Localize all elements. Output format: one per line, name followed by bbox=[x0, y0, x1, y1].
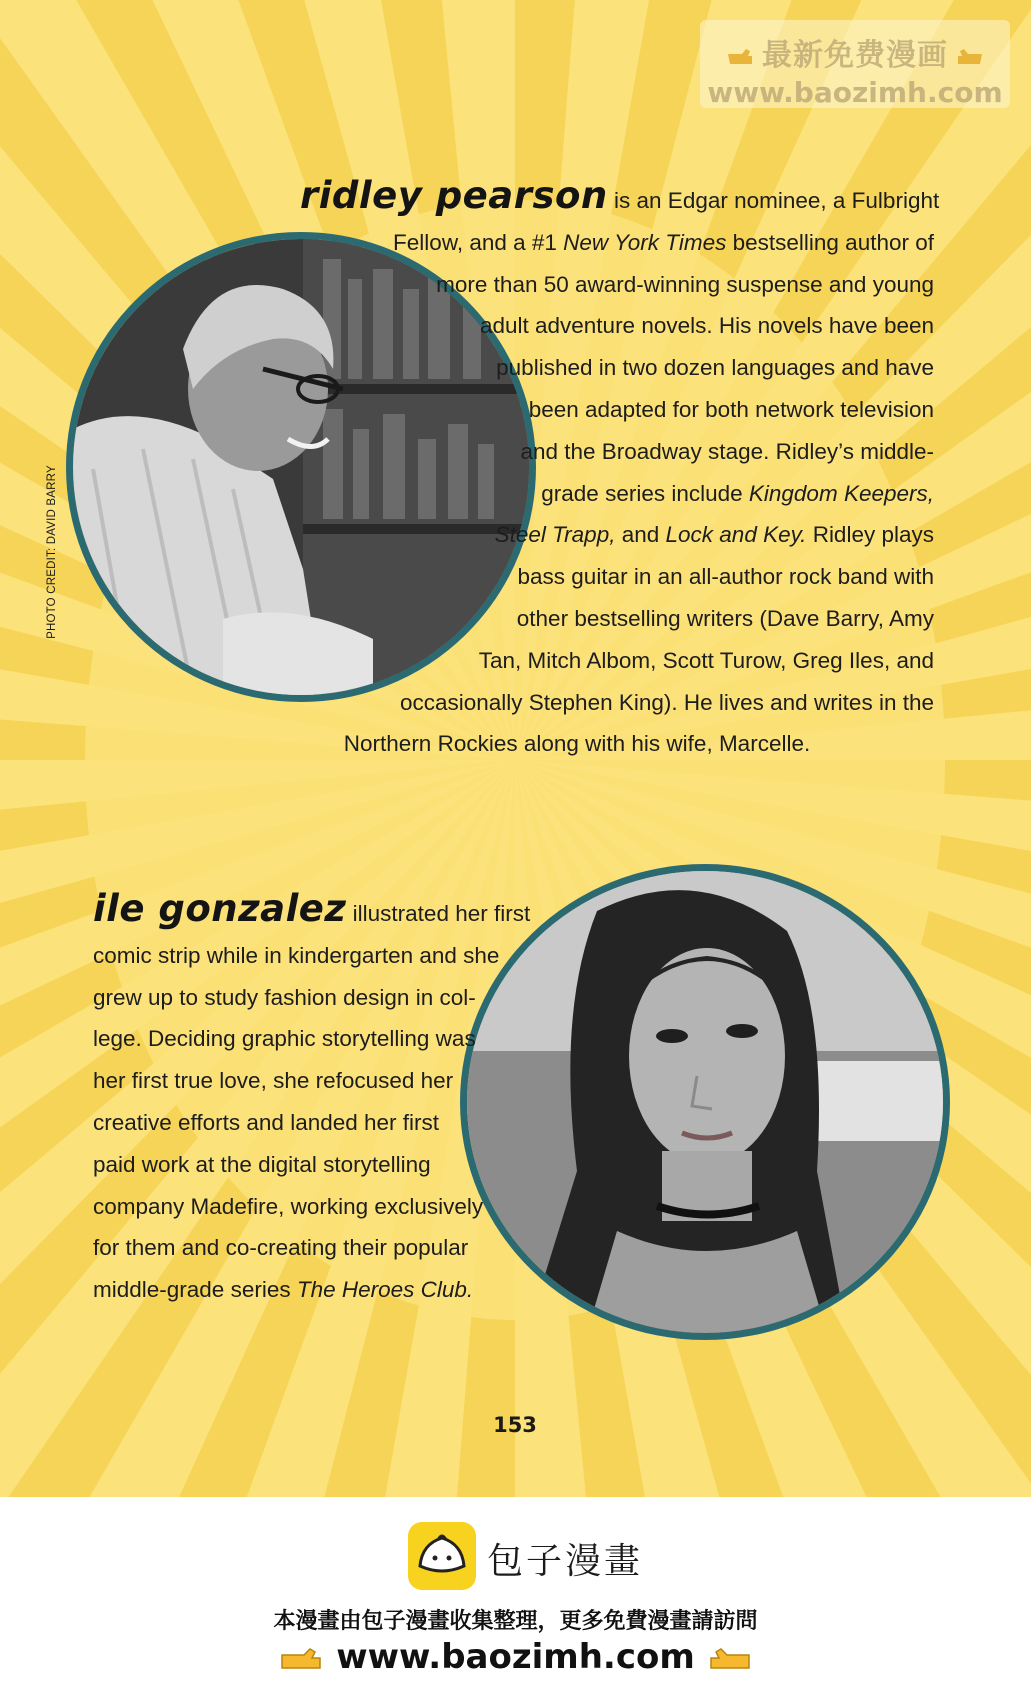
bio-text: occasionally Stephen King). He lives and writes in the bbox=[399, 689, 934, 715]
bio-line bbox=[93, 1186, 533, 1228]
bio-text: been adapted for both network television bbox=[528, 396, 934, 422]
bio-text: adult adventure novels. His novels have been bbox=[479, 313, 934, 339]
photo-credit: PHOTO CREDIT: DAVID BARRY bbox=[46, 465, 58, 639]
bio-line bbox=[300, 431, 934, 473]
bio-text: grade series include bbox=[541, 480, 749, 506]
bio-line bbox=[93, 888, 533, 935]
bio-line bbox=[93, 1060, 533, 1102]
bio-text: grew up to study fashion design in col- bbox=[93, 984, 476, 1010]
bio-line bbox=[300, 389, 934, 431]
pointing-hand-icon bbox=[280, 1646, 322, 1672]
bio-line bbox=[93, 1144, 533, 1186]
bio-text: published in two dozen languages and have bbox=[496, 355, 934, 381]
italic-title: Steel Trapp, bbox=[494, 522, 616, 548]
footer-link[interactable] bbox=[0, 1637, 1031, 1677]
bio-text: for them and co-creating their popular bbox=[93, 1235, 469, 1261]
bio-line bbox=[93, 935, 533, 977]
italic-title: New York Times bbox=[563, 229, 727, 255]
bio-text: and the Broadway stage. Ridley’s middle- bbox=[520, 438, 934, 464]
watermark-url: www.baozimh.com bbox=[707, 76, 1003, 109]
baozi-logo-icon[interactable] bbox=[408, 1522, 476, 1590]
author-name: ile gonzalez bbox=[93, 887, 347, 930]
watermark-title: 最新免费漫画 bbox=[762, 38, 948, 73]
bio-text: her first true love, she refocused her bbox=[93, 1068, 454, 1094]
bio-text: bestselling author of bbox=[726, 229, 934, 255]
bio-text: more than 50 award-winning suspense and young bbox=[436, 271, 934, 297]
bio-text: lege. Deciding graphic storytelling was bbox=[93, 1026, 476, 1052]
bio-line bbox=[300, 598, 934, 640]
bio-text: Northern Rockies along with his wife, Marcelle. bbox=[343, 731, 811, 757]
bio-text: Fellow, and a #1 bbox=[393, 229, 564, 255]
italic-title: Lock and Key. bbox=[665, 522, 807, 548]
bio-text: Ridley plays bbox=[806, 522, 934, 548]
bio-text: illustrated her first bbox=[346, 901, 531, 926]
page-number: 153 bbox=[493, 1413, 537, 1437]
bio-line bbox=[300, 347, 934, 389]
bio-line bbox=[300, 682, 934, 724]
italic-title: The Heroes Club. bbox=[296, 1277, 474, 1303]
bio-line bbox=[93, 1269, 533, 1311]
bio-line bbox=[300, 640, 934, 682]
bio-line bbox=[300, 723, 934, 765]
bio-line bbox=[300, 556, 934, 598]
brand-name[interactable]: 包子漫畫 bbox=[487, 1541, 644, 1582]
bio-line bbox=[300, 222, 934, 264]
bio-text: comic strip while in kindergarten and she bbox=[93, 942, 500, 968]
bio-text: creative efforts and landed her first bbox=[93, 1109, 440, 1135]
bio-line bbox=[300, 174, 940, 222]
bio-line bbox=[93, 1102, 533, 1144]
bio-line bbox=[93, 1018, 533, 1060]
ile-gonzalez-bio bbox=[93, 888, 533, 1311]
bio-text: middle-grade series bbox=[93, 1277, 297, 1303]
bio-text: paid work at the digital storytelling bbox=[93, 1151, 431, 1177]
bio-text: company Madefire, working exclusively bbox=[93, 1193, 484, 1219]
italic-title: Kingdom Keepers, bbox=[748, 480, 934, 506]
bio-text: is an Edgar nominee, a Fulbright bbox=[607, 188, 940, 213]
bio-line bbox=[300, 305, 934, 347]
author-name: ridley pearson bbox=[300, 174, 608, 217]
bio-text: Tan, Mitch Albom, Scott Turow, Greg Iles, and bbox=[478, 647, 934, 673]
pointing-hand-icon bbox=[956, 46, 984, 68]
bio-line bbox=[300, 264, 934, 306]
footer-url-text[interactable]: www.baozimh.com bbox=[336, 1637, 695, 1677]
ridley-pearson-bio bbox=[300, 174, 940, 765]
bio-line bbox=[300, 473, 934, 515]
bio-line bbox=[93, 1227, 533, 1269]
pointing-hand-icon bbox=[726, 46, 754, 68]
ile-gonzalez-photo bbox=[460, 864, 950, 1340]
bio-text: bass guitar in an all-author rock band with bbox=[517, 564, 934, 590]
pointing-hand-icon bbox=[709, 1646, 751, 1672]
bio-text: other bestselling writers (Dave Barry, Amy bbox=[516, 605, 934, 631]
bio-line bbox=[93, 977, 533, 1019]
bio-text: and bbox=[615, 522, 666, 548]
bio-line bbox=[300, 514, 934, 556]
watermark-badge bbox=[700, 20, 1010, 108]
footer-note: 本漫畫由包子漫畫收集整理，更多免費漫畫請訪問 bbox=[273, 1609, 758, 1634]
